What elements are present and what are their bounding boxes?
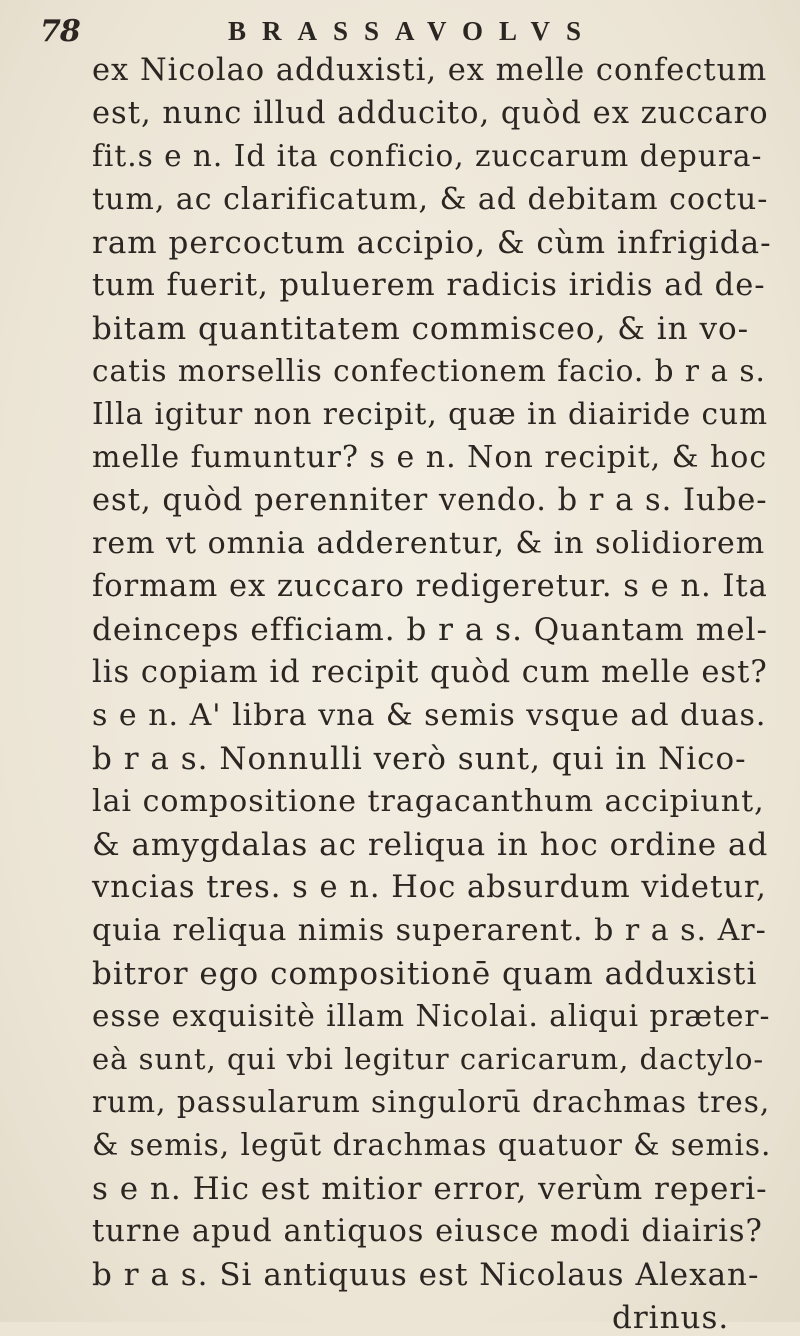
text-line: vncias tres. s e n. Hoc absurdum videtur, <box>92 870 767 905</box>
text-line: ex Nicolao adduxisti, ex melle confectum <box>92 53 768 88</box>
text-line: quia reliqua nimis superarent. b r a s. Ar- <box>92 913 767 948</box>
text-line: bitror ego compositionē quam adduxisti <box>92 956 758 992</box>
text-line: eà sunt, qui vbi legitur caricarum, dactylo- <box>92 1042 765 1076</box>
text-line: melle fumuntur? s e n. Non recipit, & hoc <box>92 440 768 475</box>
text-line: b r a s. Si antiquus est Nicolaus Alexan- <box>92 1257 760 1293</box>
text-line: b r a s. Nonnulli verò sunt, qui in Nico- <box>92 741 747 777</box>
text-line: rem vt omnia adderentur, & in solidiorem <box>92 526 766 561</box>
text-line: tum, ac clarificatum, & ad debitam coctu- <box>92 182 769 217</box>
text-line: rum, passularum singulorū drachmas tres, <box>92 1085 771 1119</box>
text-line: esse exquisitè illam Nicolai. aliqui præter- <box>92 999 771 1033</box>
text-line: Illa igitur non recipit, quæ in diairide cum <box>92 397 769 431</box>
text-line: s e n. A' libra vna & semis vsque ad duas. <box>92 698 767 733</box>
page-number: 78 <box>40 14 80 49</box>
text-line: & amygdalas ac reliqua in hoc ordine ad <box>92 827 769 863</box>
text-line: lai compositione tragacanthum accipiunt, <box>92 784 765 819</box>
text-line: ram percoctum accipio, & cùm infrigida- <box>92 225 772 261</box>
text-line: turne apud antiquos eiusce modi diairis? <box>92 1214 763 1249</box>
text-line: & semis, legūt drachmas quatuor & semis. <box>92 1128 772 1162</box>
text-line: fit.s e n. Id ita conficio, zuccarum depura- <box>92 139 763 173</box>
running-head: BRASSAVOLVS <box>228 16 598 46</box>
text-line: deinceps efficiam. b r a s. Quantam mel- <box>92 612 768 648</box>
catchword: drinus. <box>612 1300 730 1336</box>
text-line: s e n. Hic est mitior error, verùm reperi- <box>92 1171 768 1207</box>
text-line: est, quòd perenniter vendo. b r a s. Iube- <box>92 483 768 518</box>
text-line: lis copiam id recipit quòd cum melle est? <box>92 655 768 690</box>
text-line: catis morsellis confectionem facio. b r a s. <box>92 354 766 388</box>
text-line: tum fuerit, puluerem radicis iridis ad de- <box>92 268 766 303</box>
text-line: formam ex zuccaro redigeretur. s e n. Ita <box>92 569 768 604</box>
text-line: est, nunc illud adducito, quòd ex zuccaro <box>92 96 769 131</box>
text-line: bitam quantitatem commisceo, & in vo- <box>92 311 750 347</box>
